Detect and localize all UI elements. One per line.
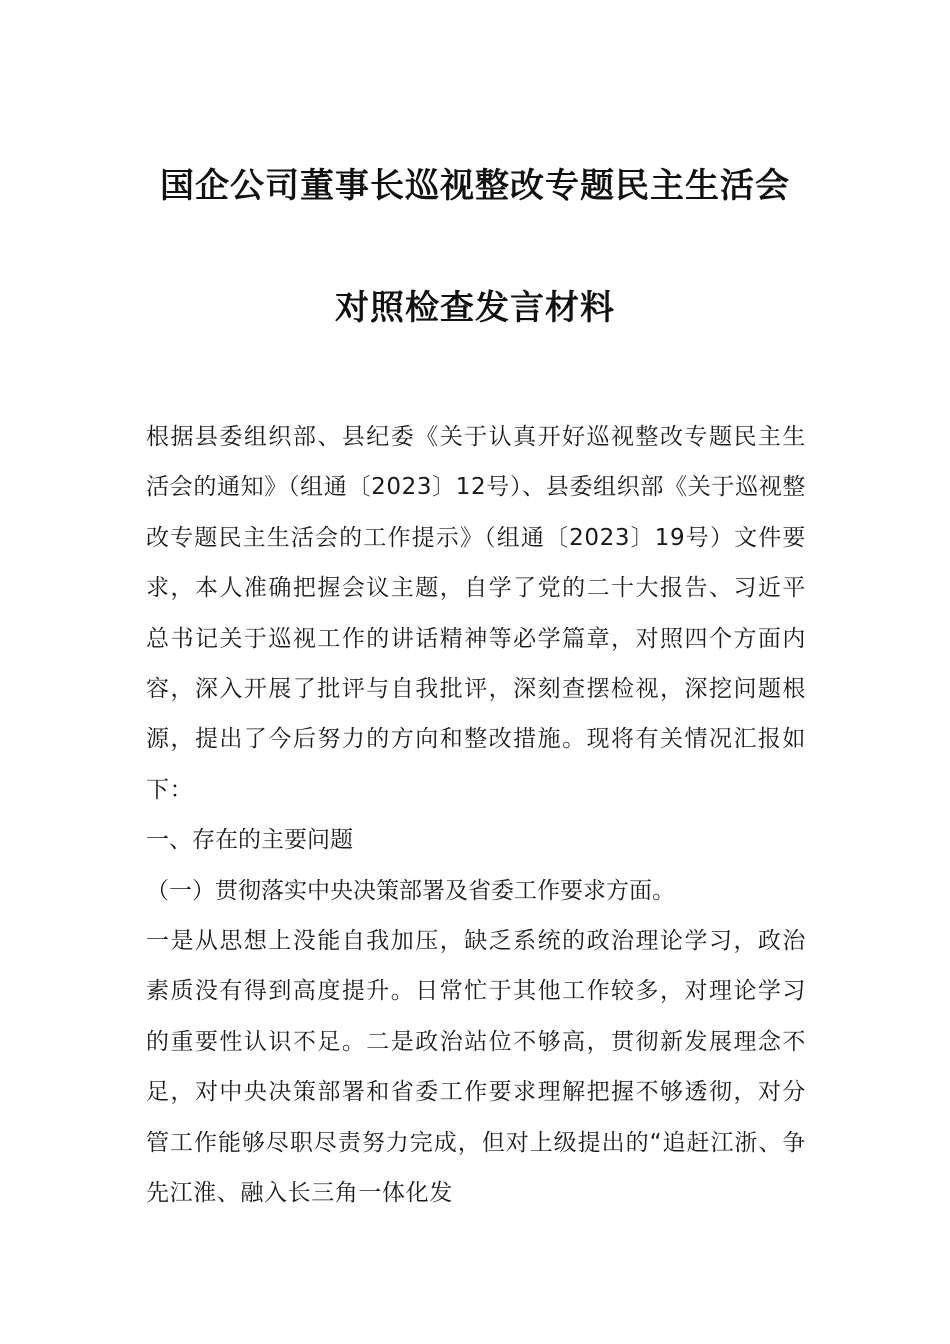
- subsection-heading-central-decisions: （一）贯彻落实中央决策部署及省委工作要求方面。: [146, 877, 675, 904]
- intro-paragraph: 根据县委组织部、县纪委《关于认真开好巡视整改专题民主生活会的通知》（组通〔2023〕12号）、县委组织部《关于巡视整改专题民主生活会的工作提示》（组通〔2023〕19号）文件要求，本人准确把握会议主题，自学了党的二十大报告、习近平总书记关于巡视工作的讲话精神等必学篇章，对照四个方面内容，深入开展了批评与自我批评，深刻查摆检视，深挖问题根源，提出了今后努力的方向和整改措施。现将有关情况汇报如下：: [146, 424, 806, 803]
- document-body: [146, 412, 806, 1219]
- document-title-line1: 国企公司董事长巡视整改专题民主生活会: [160, 166, 790, 206]
- section-heading-problems: 一、存在的主要问题: [146, 827, 353, 854]
- document-title-line2: 对照检查发言材料: [335, 288, 615, 328]
- subsection-body-paragraph: 一是从思想上没能自我加压，缺乏系统的政治理论学习，政治素质没有得到高度提升。日常忙于其他工作较多，对理论学习的重要性认识不足。二是政治站位不够高，贯彻新发展理念不足，对中央决策部署和省委工作要求理解把握不够透彻，对分管工作能够尽职尽责努力完成，但对上级提出的“追赶江浙、争先江淮、融入长三角一体化发: [146, 928, 806, 1207]
